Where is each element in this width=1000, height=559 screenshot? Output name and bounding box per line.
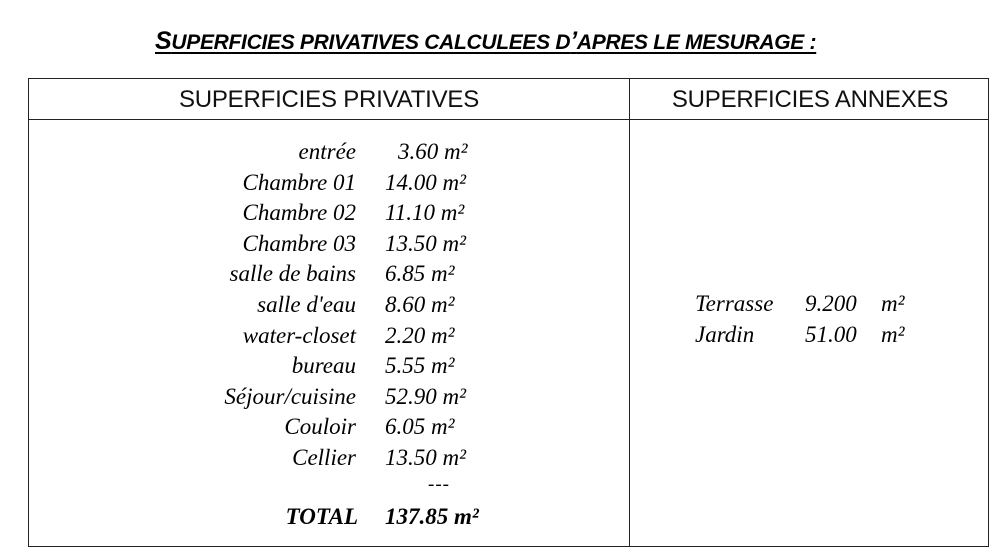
privative-label: Chambre 03	[242, 230, 356, 256]
privative-label: salle d'eau	[257, 292, 356, 317]
privative-label: salle de bains	[229, 261, 356, 287]
privative-label: Chambre 01	[242, 169, 356, 195]
header-divider	[29, 119, 988, 120]
title-initial: S	[155, 27, 172, 55]
privative-value: 3.60 m²	[398, 139, 468, 164]
privative-value: 8.60 m²	[385, 292, 455, 317]
annex-label: Terrasse	[695, 291, 774, 316]
privative-label: bureau	[291, 353, 356, 379]
column-divider	[629, 79, 630, 546]
privative-value: 52.90 m²	[385, 383, 467, 409]
privative-value: 6.85 m²	[385, 261, 455, 287]
annex-unit: m²	[881, 291, 905, 316]
title-text-2: APRES LE MESURAGE :	[576, 31, 817, 54]
privative-value: 14.00 m²	[385, 169, 467, 195]
privative-value: 13.50 m²	[385, 445, 467, 470]
annex-value: 51.00	[805, 321, 857, 347]
privative-label: water-closet	[242, 322, 356, 348]
total-value: 137.85 m²	[385, 504, 479, 529]
privative-value: 5.55 m²	[385, 353, 455, 379]
privative-label: entrée	[298, 139, 356, 164]
total-label: TOTAL	[285, 504, 358, 529]
annex-value: 9.200	[805, 291, 857, 316]
privative-value: 11.10 m²	[385, 200, 465, 226]
surface-table	[28, 78, 989, 547]
header-annexes: SUPERFICIES ANNEXES	[671, 86, 949, 113]
title-text-1: UPERFICIES PRIVATIVES CALCULEES D	[171, 31, 571, 54]
header-privatives: SUPERFICIES PRIVATIVES	[178, 86, 480, 113]
page-title	[155, 27, 867, 56]
privative-value: 13.50 m²	[385, 230, 467, 256]
privative-label: Séjour/cuisine	[224, 383, 356, 409]
total-separator: ---	[428, 474, 450, 495]
privative-label: Couloir	[284, 414, 356, 440]
privative-label: Cellier	[292, 445, 356, 470]
privative-value: 2.20 m²	[385, 322, 455, 348]
privative-label: Chambre 02	[242, 200, 356, 226]
title-apostrophe: ’	[570, 27, 577, 55]
privative-value: 6.05 m²	[385, 414, 455, 440]
annex-label: Jardin	[695, 321, 755, 347]
annex-unit: m²	[881, 321, 905, 347]
